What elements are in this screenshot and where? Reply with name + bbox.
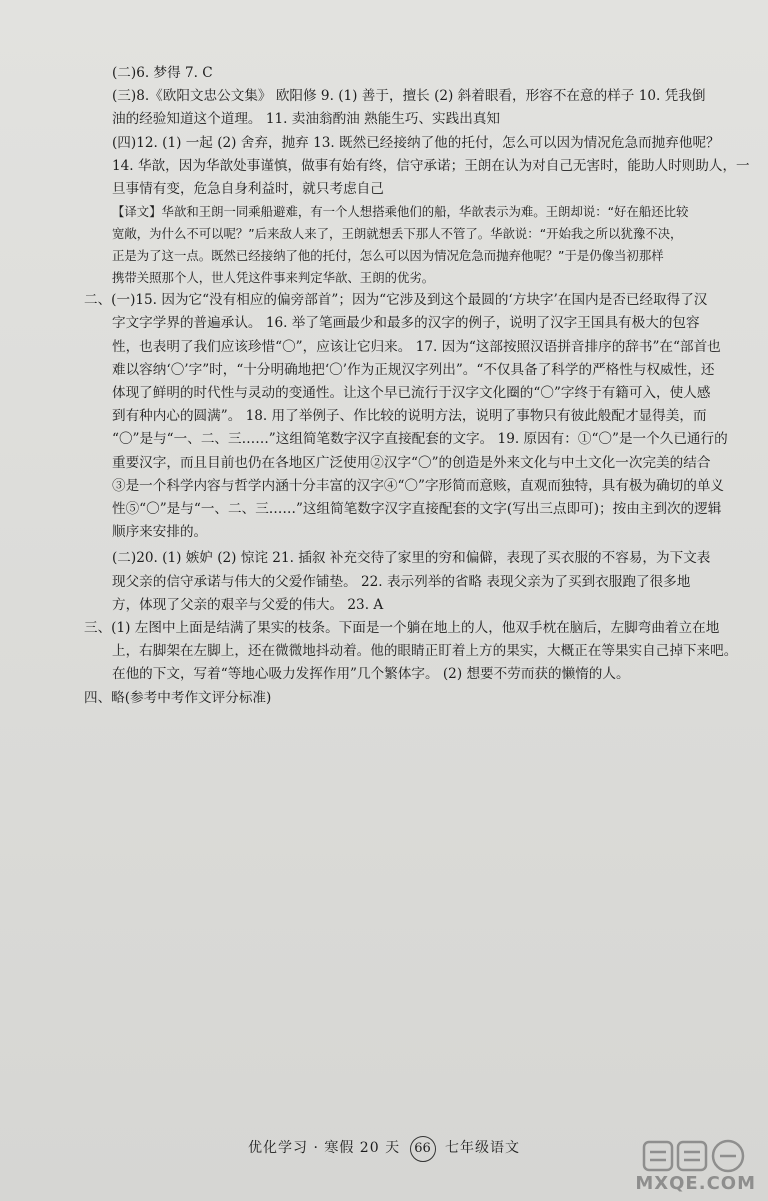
answer-line: (二)20. (1) 嫉妒 (2) 惊诧 21. 插叙 补充交待了家里的穷和偏僻，表现了买衣服的不容易，为下文表 [112,550,711,567]
footer-book-title: 优化学习 · 寒假 20 天 [248,1140,401,1156]
answer-line: 重要汉字，而且目前也仍在各地区广泛使用②汉字“〇”的创造是外来文化与中土文化一次完美的结合 [112,454,711,471]
answer-line: 体现了鲜明的时代性与灵动的变通性。让这个早已流行于汉字文化圈的“〇”字终于有籍可入，使人感 [112,385,711,402]
answer-line: “〇”是与“一、二、三……”这组简笔数字汉字直接配套的文字。 19. 原因有：①“〇”是一个久已通行的 [112,431,728,448]
answer-line: 四、略(参考中考作文评分标准) [84,689,272,706]
answer-line: 宽敞，为什么不可以呢？”后来敌人来了，王朗就想丢下那人不管了。华歆说：“开始我之所以犹豫不决， [112,226,683,242]
answer-line: (三)8.《欧阳文忠公文集》 欧阳修 9. (1) 善于，擅长 (2) 斜着眼看，形容不在意的样子 10. 凭我倒 [112,88,706,105]
watermark-logo-icon [642,1138,752,1174]
answer-line: 携带关照那个人，世人凭这件事来判定华歆、王朗的优劣。 [112,270,435,286]
answer-line: 到有种内心的圆满”。 18. 用了举例子、作比较的说明方法，说明了事物只有彼此般配才显得美，而 [112,408,707,425]
answer-line: 二、(一)15. 因为它“没有相应的偏旁部首”；因为“它涉及到这个最圆的‘方块字’在国内是否已经取得了汉 [84,292,708,309]
answer-line: 方，体现了父亲的艰辛与父爱的伟大。 23. A [112,596,384,613]
answer-line: 三、(1) 左图中上面是结满了果实的枝条。下面是一个躺在地上的人，他双手枕在脑后，左脚弯曲着立在地 [84,620,720,637]
answer-body [84,62,754,710]
answer-line: (四)12. (1) 一起 (2) 舍弃，抛弃 13. 既然已经接纳了他的托付，怎么可以因为情况危急而抛弃他呢？ [112,134,720,151]
answer-line: (二)6. 梦得 7. C [112,65,213,81]
answer-line: 上，右脚架在左脚上，还在微微地抖动着。他的眼睛正盯着上方的果实，大概正在等果实自己掉下来吧。 [112,643,738,660]
answer-line: 【译文】华歆和王朗一同乘船避难，有一个人想搭乘他们的船，华歆表示为难。王朗却说：“好在船还比较 [112,204,689,220]
answer-line: 性⑤“〇”是与“一、二、三……”这组简笔数字汉字直接配套的文字(写出三点即可)；按由主到次的逻辑 [112,501,722,518]
answer-line: 性，也表明了我们应该珍惜“〇”，应该让它归来。 17. 因为“这部按照汉语拼音排序的辞书”在“部首也 [112,338,721,355]
answer-line: 旦事情有变，危急自身利益时，就只考虑自己 [112,181,384,198]
answer-line: 顺序来安排的。 [112,524,208,541]
answer-line: 在他的下文，写着“等地心吸力发挥作用”几个繁体字。 (2) 想要不劳而获的懒惰的人。 [112,666,630,683]
answer-line: 难以容纳‘〇’字”时，“十分明确地把‘〇’作为正规汉字列出”。“不仅具备了科学的严格性与权威性，还 [112,361,715,378]
site-watermark [636,1138,756,1194]
footer-grade-subject: 七年级语文 [444,1140,520,1156]
answer-line: 正是为了这一点。既然已经接纳了他的托付，怎么可以因为情况危急而抛弃他呢？”于是仍像当初那样 [112,248,664,264]
answer-line: 字文字学界的普遍承认。 16. 举了笔画最少和最多的汉字的例子，说明了汉字王国具有极大的包容 [112,315,700,332]
answer-line: ③是一个科学内容与哲学内涵十分丰富的汉字④“〇”字形简而意赅，直观而独特，具有极为确切的单义 [112,477,725,494]
page-number: 66 [410,1136,436,1162]
answer-line: 油的经验知道这个道理。 11. 卖油翁酌油 熟能生巧、实践出真知 [112,111,501,128]
answer-line: 现父亲的信守承诺与伟大的父爱作铺垫。 22. 表示列举的省略 表现父亲为了买到衣服跑了很多地 [112,573,691,590]
watermark-text: MXQE.COM [635,1173,756,1194]
answer-line: 14. 华歆，因为华歆处事谨慎，做事有始有终，信守承诺；王朗在认为对自己无害时，能助人时则助人，一 [112,157,750,174]
